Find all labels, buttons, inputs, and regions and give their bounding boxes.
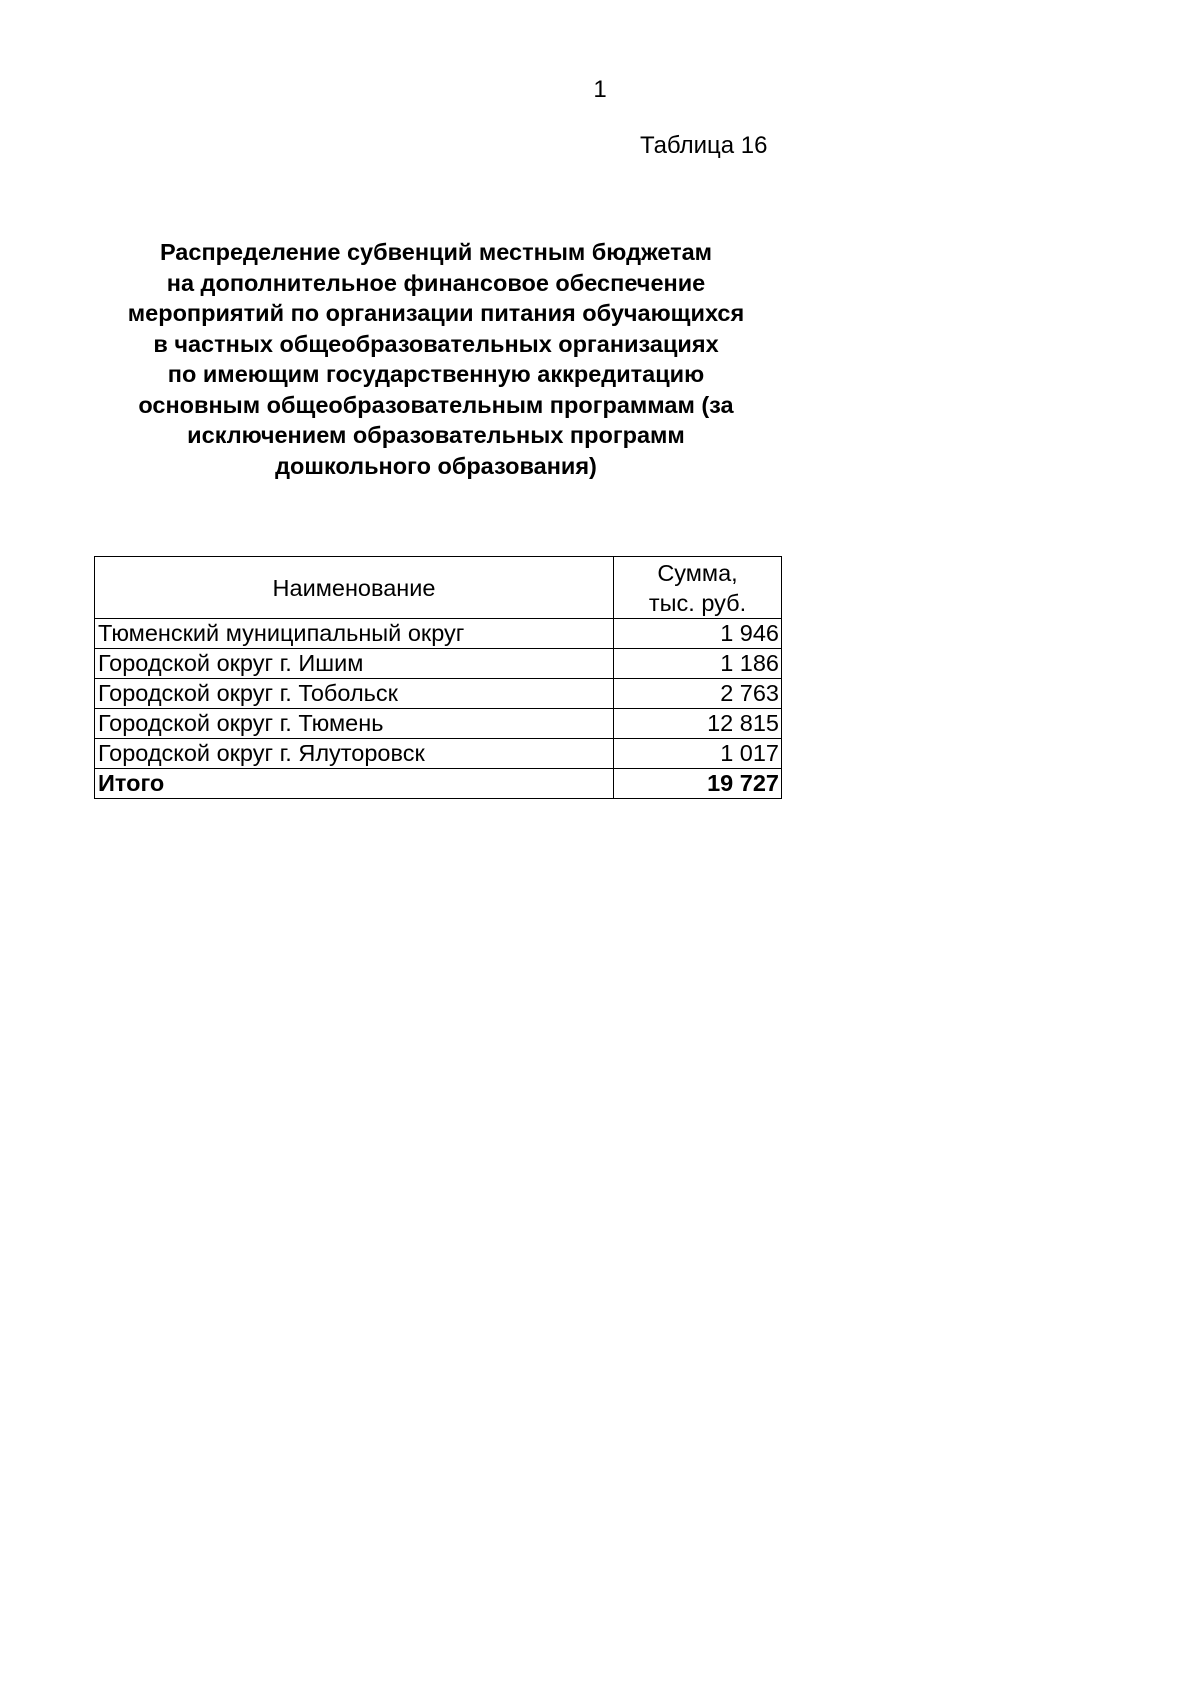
column-header-sum-line2: тыс. руб. (648, 589, 747, 616)
row-name: Городской округ г. Тюмень (95, 709, 614, 739)
title-line: дошкольного образования) (275, 452, 597, 479)
title-line: исключением образовательных программ (187, 422, 685, 448)
column-header-name: Наименование (95, 557, 614, 619)
page-number: 1 (593, 76, 607, 103)
table-total-row (95, 769, 782, 799)
title-line: на дополнительное финансовое обеспечение (166, 269, 706, 296)
table-row (95, 709, 782, 739)
row-name: Городской округ г. Ишим (95, 649, 614, 679)
table-row (95, 739, 782, 769)
column-header-sum (614, 557, 782, 619)
total-sum: 19 727 (614, 769, 782, 799)
total-label: Итого (95, 769, 614, 799)
row-name: Городской округ г. Тобольск (95, 679, 614, 709)
row-name: Тюменский муниципальный округ (95, 619, 614, 649)
row-name: Городской округ г. Ялуторовск (95, 739, 614, 769)
table-row (95, 619, 782, 649)
title-line: Распределение субвенций местным бюджетам (159, 239, 713, 265)
row-sum: 1 017 (614, 739, 782, 769)
document-title (86, 237, 786, 481)
table-header-row (95, 557, 782, 619)
row-sum: 1 946 (614, 619, 782, 649)
title-line: в частных общеобразовательных организациях (153, 330, 719, 357)
title-line: по имеющим государственную аккредитацию (167, 361, 705, 387)
title-line: мероприятий по организации питания обучающихся (127, 300, 745, 326)
column-header-sum-line1: Сумма, (657, 559, 738, 586)
title-line: основным общеобразовательным программам (за (138, 391, 734, 418)
row-sum: 1 186 (614, 649, 782, 679)
subvention-table (94, 556, 782, 799)
row-sum: 2 763 (614, 679, 782, 709)
table-row (95, 679, 782, 709)
table-caption: Таблица 16 (640, 132, 768, 159)
row-sum: 12 815 (614, 709, 782, 739)
table-row (95, 649, 782, 679)
